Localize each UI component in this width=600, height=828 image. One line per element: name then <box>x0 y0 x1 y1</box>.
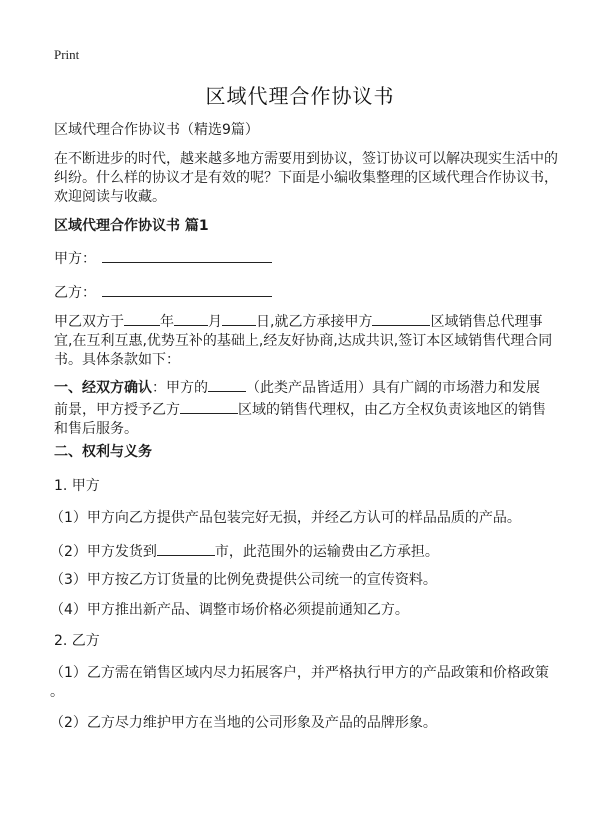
text-span: 市，此范围外的运输费由乙方承担。 <box>214 544 439 560</box>
product-blank <box>208 376 246 392</box>
text-span: （1）乙方需在销售区域内尽力拓展客户，并严格执行甲方的产品政策和价格政策 <box>50 665 549 681</box>
agreement-line-3: 书。具体条款如下： <box>54 352 180 368</box>
text-span: 月 <box>208 314 222 330</box>
party-a-item-1: （1）甲方向乙方提供产品包装完好无损，并经乙方认可的样品品质的产品。 <box>50 510 521 526</box>
text-span: 前景，甲方授予乙方 <box>54 402 180 418</box>
document-title: 区域代理合作协议书 <box>205 84 395 108</box>
text-span: 。 <box>50 684 64 700</box>
party-b-item-1 <box>50 664 550 702</box>
party-b-field <box>54 282 554 303</box>
year-blank <box>124 310 160 326</box>
party-b-item-2: （2）乙方尽力维护甲方在当地的公司形象及产品的品牌形象。 <box>50 715 437 731</box>
party-a-section-heading: 1. 甲方 <box>54 478 100 494</box>
party-a-item-3: （3）甲方按乙方订货量的比例免费提供公司统一的宣传资料。 <box>50 572 437 588</box>
party-a-label: 甲方： <box>54 251 96 267</box>
party-a-item-4: （4）甲方推出新产品、调整市场价格必须提前通知乙方。 <box>50 602 409 618</box>
text-span: （此类产品皆适用）具有广阔的市场潜力和发展 <box>246 380 540 396</box>
agreement-line-2: 宜,在互利互惠,优势互补的基础上,经友好协商,达成共识,签订本区域销售代理合同 <box>54 333 553 349</box>
text-span: 区域的销售代理权，由乙方全权负责该地区的销售 <box>238 402 546 418</box>
section-heading: 区域代理合作协议书 篇1 <box>54 218 209 234</box>
party-b-label: 乙方： <box>54 285 96 301</box>
agreement-line-1 <box>54 310 554 332</box>
party-a-signature-blank <box>102 248 272 263</box>
clause-1-line-2 <box>54 398 554 420</box>
region-blank <box>372 310 430 326</box>
text-span: ：甲方的 <box>152 380 208 396</box>
text-span: 日,就乙方承接甲方 <box>256 314 373 330</box>
intro-line: 在不断进步的时代，越来越多地方需要用到协议，签订协议可以解决现实生活中的 <box>54 151 558 167</box>
party-b-signature-blank <box>102 282 272 297</box>
clause-1-paragraph <box>54 376 554 439</box>
intro-line: 欢迎阅读与收藏。 <box>54 189 166 205</box>
region-blank <box>180 398 238 414</box>
clause-1-line-3: 和售后服务。 <box>54 421 138 437</box>
intro-paragraph <box>54 150 558 207</box>
clause-2-heading: 二、权利与义务 <box>54 444 152 460</box>
print-label: Print <box>54 47 80 62</box>
clause-1-lead: 一、经双方确认 <box>54 380 152 396</box>
document-subtitle: 区域代理合作协议书（精选9篇） <box>54 122 259 138</box>
city-blank <box>157 540 215 556</box>
party-a-field <box>54 248 554 269</box>
clause-1-line-1 <box>54 376 554 398</box>
text-span: （2）甲方发货到 <box>50 544 157 560</box>
text-span: 甲乙双方于 <box>54 314 124 330</box>
party-b-section-heading: 2. 乙方 <box>54 633 100 649</box>
month-blank <box>174 310 208 326</box>
day-blank <box>222 310 256 326</box>
party-a-item-2 <box>50 540 550 562</box>
text-span: 区域销售总代理事 <box>430 314 543 330</box>
text-span: 年 <box>160 314 174 330</box>
intro-line: 纠纷。什么样的协议才是有效的呢？下面是小编收集整理的区域代理合作协议书， <box>54 170 558 186</box>
agreement-paragraph <box>54 310 554 370</box>
